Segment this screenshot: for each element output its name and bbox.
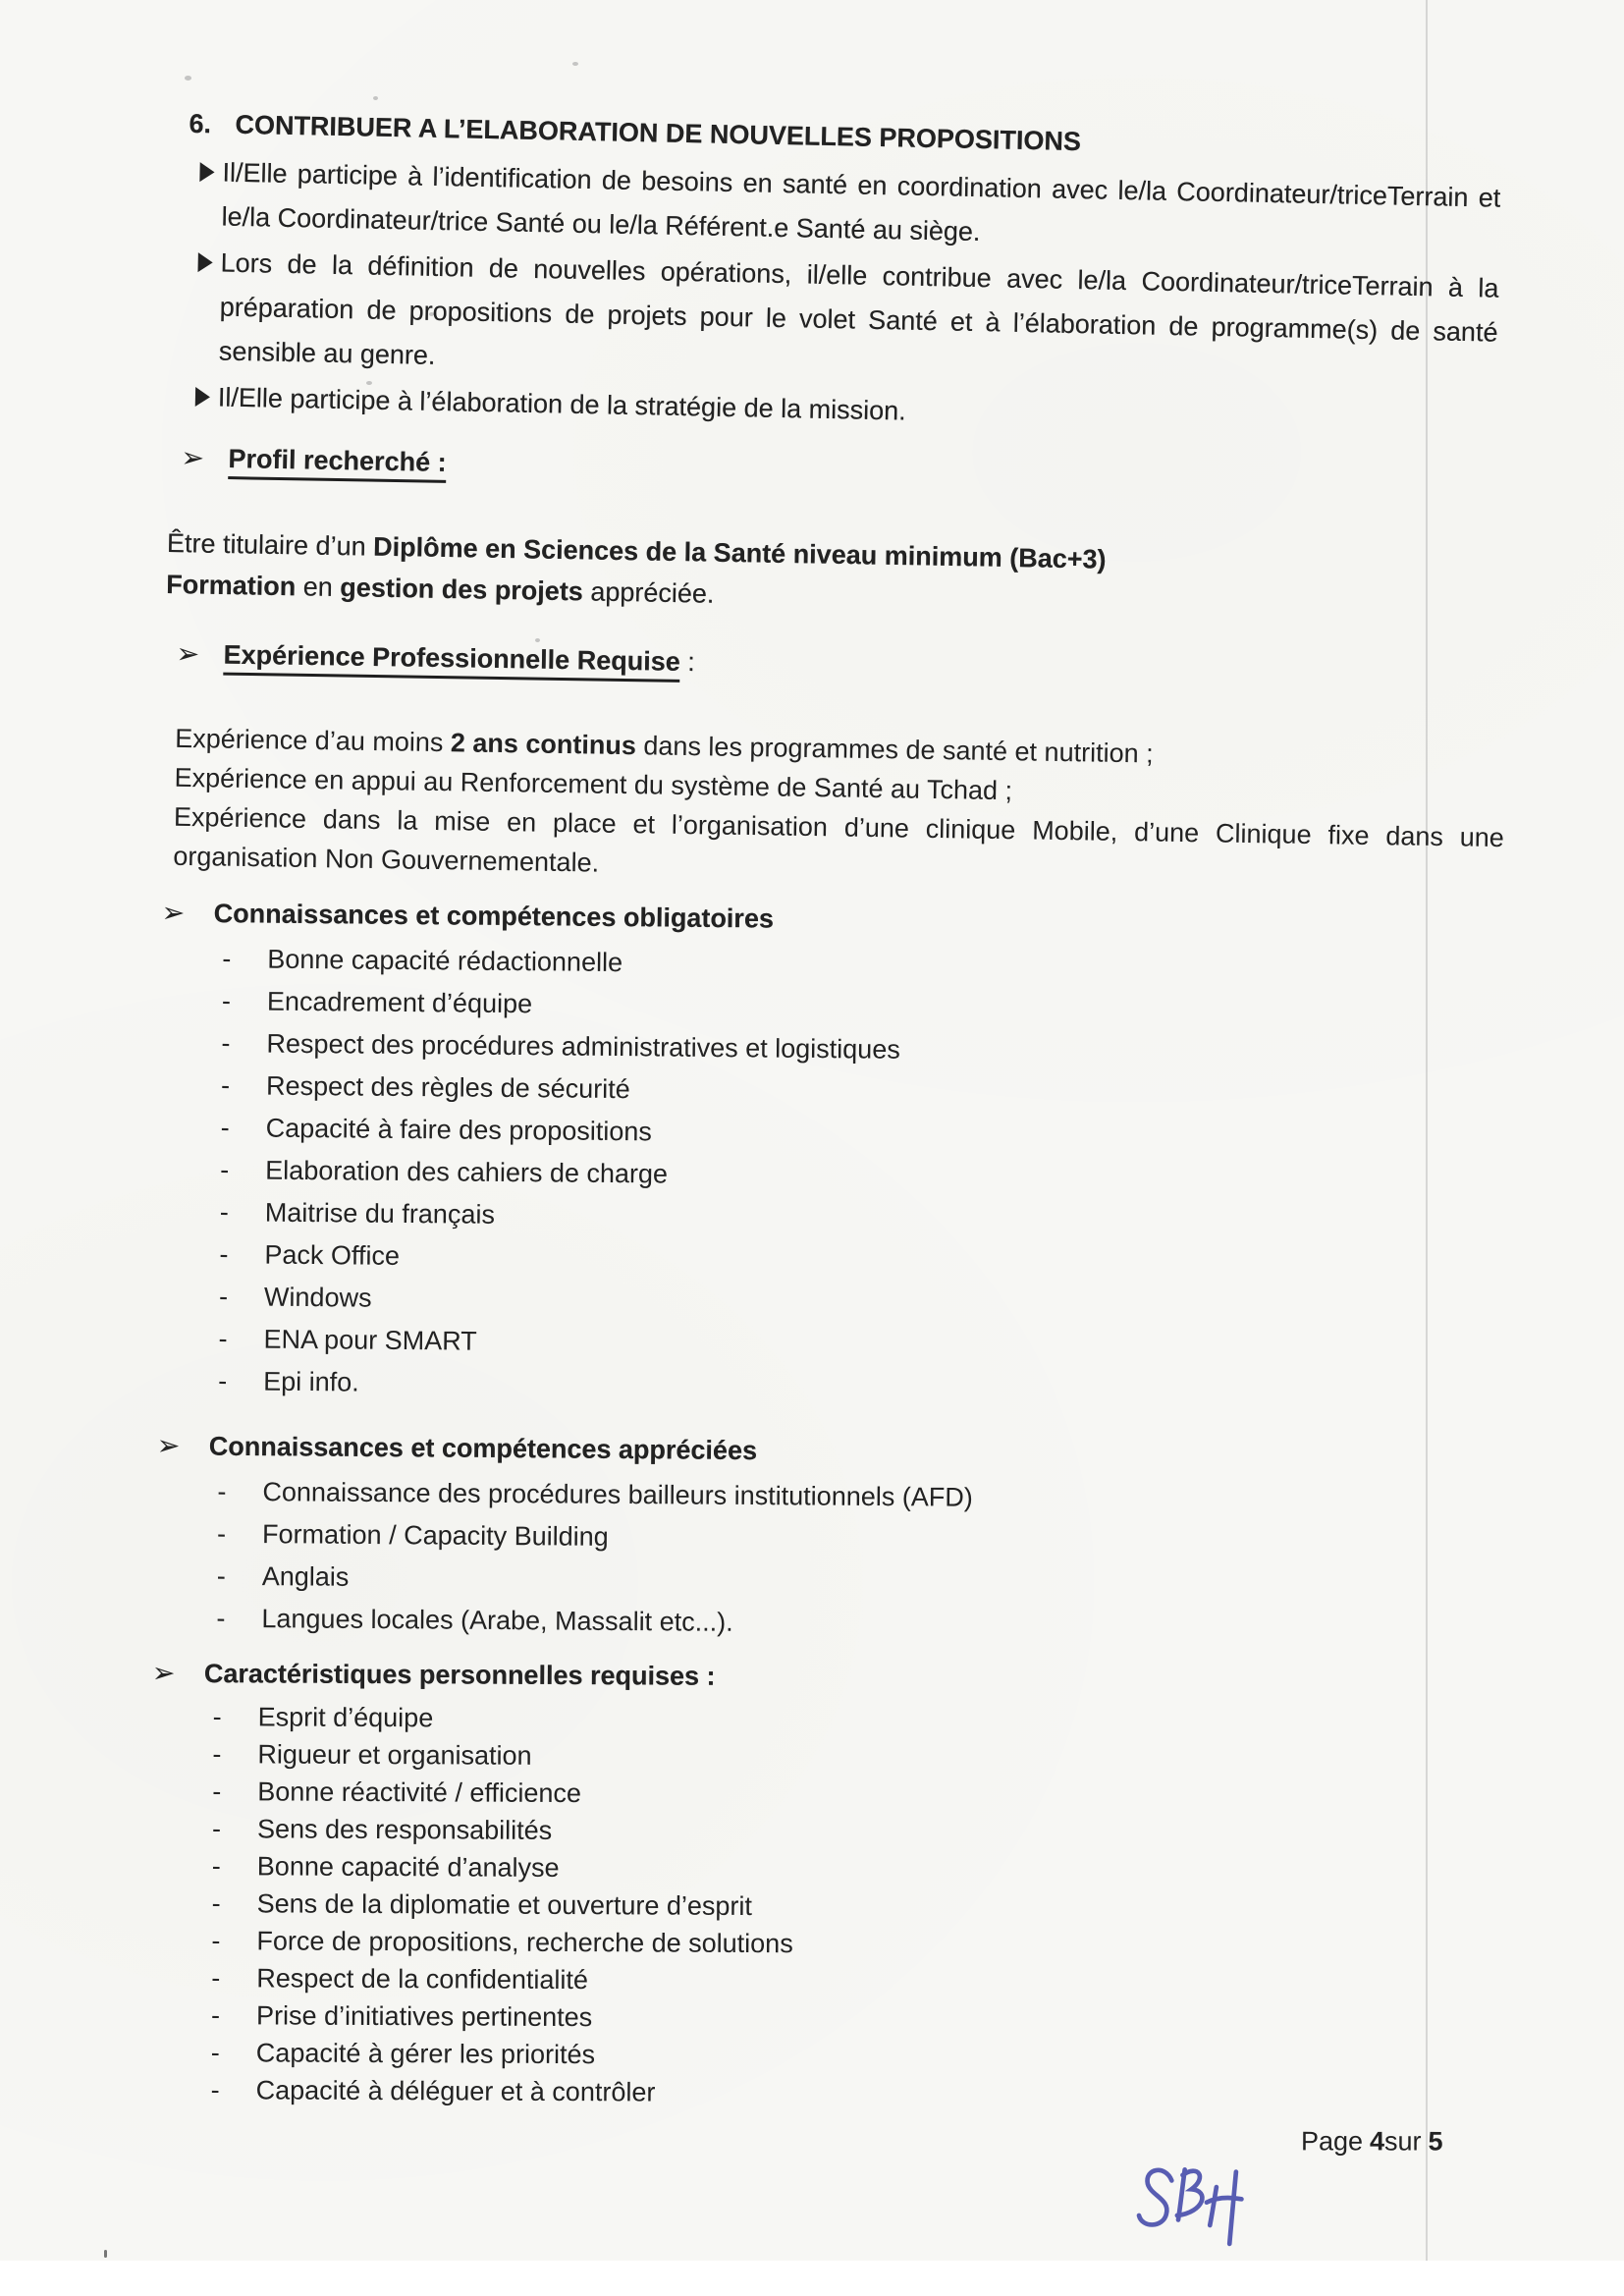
experience-heading: Expérience Professionnelle Requise (223, 640, 680, 683)
dash-bullet: - (216, 1560, 226, 1591)
list-item-text: Capacité à déléguer et à contrôler (255, 2075, 656, 2107)
dash-bullet: - (211, 1851, 221, 1882)
footer-page-word: Page (1300, 2126, 1364, 2157)
list-item-text: Connaissance des procédures bailleurs institutionnels (AFD) (262, 1477, 973, 1512)
list-item-text: Force de propositions, recherche de solutions (256, 1926, 793, 1959)
section-experience (0, 629, 1624, 899)
dash-bullet: - (212, 1777, 222, 1807)
arrow-bullet-icon: ➢ (161, 896, 186, 929)
profil-line1: Être titulaire d’un Diplôme en Sciences de la Santé niveau minimum (Bac+3) (166, 527, 1107, 574)
section6-bullet-list (0, 146, 1623, 448)
dash-bullet: - (218, 1282, 229, 1312)
dash-bullet: - (211, 1814, 222, 1844)
list-item-text: Bonne réactivité / efficience (257, 1777, 582, 1809)
dash-bullet: - (221, 1028, 231, 1059)
arrow-bullet-icon: ➢ (156, 1429, 181, 1462)
section-competences-obligatoires (0, 889, 1624, 1416)
signature-letter-s (1139, 2170, 1171, 2225)
dash-bullet: - (221, 986, 232, 1016)
signature-letter-h-bar (1207, 2198, 1242, 2203)
ink-tick-mark (104, 2250, 107, 2258)
section-profil (0, 432, 1624, 630)
section-title: CONTRIBUER A L’ELABORATION DE NOUVELLES PROPOSITIONS (235, 109, 1082, 157)
bullet-text: Il/Elle participe à l’élaboration de la stratégie de la mission. (217, 382, 906, 426)
dash-bullet: - (219, 1197, 229, 1228)
appreciees-heading: Connaissances et compétences appréciées (208, 1431, 758, 1466)
list-item-text: Respect des procédures administratives et logistiques (266, 1028, 900, 1065)
footer-page-number: 4 (1369, 2126, 1385, 2157)
list-item-text: Respect des règles de sécurité (265, 1070, 630, 1105)
list-item-text: Pack Office (264, 1239, 401, 1271)
dash-bullet: - (218, 1366, 228, 1396)
list-item-text: Langues locales (Arabe, Massalit etc...). (261, 1604, 733, 1637)
dash-bullet: - (211, 1963, 221, 1994)
dash-bullet: - (211, 1926, 221, 1956)
dust-speck (185, 76, 191, 81)
section-caracteristiques (0, 1650, 1624, 2116)
section-nouvelles-propositions (0, 98, 1624, 450)
dash-bullet: - (216, 1518, 227, 1549)
list-item-text: Respect de la confidentialité (256, 1963, 589, 1995)
dust-speck (572, 62, 578, 66)
caracteristiques-list (0, 1697, 1624, 2116)
list-item-text: Rigueur et organisation (257, 1739, 532, 1771)
list-item-text: Bonne capacité d’analyse (256, 1851, 560, 1883)
dash-bullet: - (210, 2075, 220, 2105)
profil-line2: Formation en gestion des projets appréciée. (166, 569, 715, 609)
signature-letter-h-left (1210, 2187, 1217, 2225)
list-item-text: Bonne capacité rédactionnelle (267, 944, 623, 978)
dash-bullet: - (211, 1888, 221, 1919)
triangle-bullet-icon (199, 162, 214, 182)
dash-bullet: - (216, 1603, 226, 1633)
footer-sur-word: sur (1384, 2126, 1422, 2157)
dash-bullet: - (220, 1155, 230, 1185)
dash-bullet: - (222, 944, 232, 974)
list-item-text: Windows (263, 1282, 372, 1313)
footer-total-pages: 5 (1428, 2126, 1443, 2157)
experience-line3: Expérience dans la mise en place et l’organisation d’une clinique Mobile, d’une Clinique fixe dans une organisation Non Gouvernementale. (173, 801, 1505, 878)
dash-bullet: - (210, 2038, 220, 2068)
signature-letter-h-right (1229, 2172, 1236, 2244)
arrow-bullet-icon: ➢ (176, 636, 200, 671)
triangle-bullet-icon (197, 252, 212, 272)
experience-line1: Expérience d’au moins 2 ans continus dans les programmes de santé et nutrition ; (175, 723, 1154, 769)
list-item-text: Prise d’initiatives pertinentes (255, 2000, 593, 2033)
dash-bullet: - (220, 1070, 231, 1101)
list-item-text: Sens des responsabilités (256, 1814, 553, 1845)
dash-bullet: - (219, 1239, 229, 1270)
list-item-text: Epi info. (263, 1366, 359, 1397)
caracteristiques-heading-row (0, 1650, 1624, 1704)
list-item-text: Capacité à faire des propositions (265, 1113, 653, 1147)
page-footer (0, 2119, 1624, 2161)
dash-bullet: - (212, 1739, 222, 1770)
list-item-text: Formation / Capacity Building (261, 1519, 609, 1552)
list-item-text: Anglais (261, 1561, 350, 1592)
list-item-text: ENA pour SMART (263, 1324, 477, 1356)
caracteristiques-heading: Caractéristiques personnelles requises : (203, 1659, 716, 1691)
handwritten-signature (1129, 2157, 1267, 2255)
experience-line2: Expérience en appui au Renforcement du système de Santé au Tchad ; (174, 762, 1013, 806)
dash-bullet: - (220, 1113, 230, 1143)
list-item-text: Encadrement d’équipe (266, 986, 533, 1019)
dust-speck (373, 96, 378, 100)
experience-paragraph (0, 716, 1505, 897)
dash-bullet: - (210, 2000, 221, 2031)
obligatoires-list (0, 936, 1623, 1416)
list-item-text: Maitrise du français (264, 1197, 496, 1230)
bullet-text: Il/Elle participe à l’identification de besoins en santé en coordination avec le/la Coordinateur/triceTerrain et le/la Coordinateur/trice Santé ou le/la Référent.e Santé au siège. (221, 157, 1501, 247)
bullet-text: Lors de la définition de nouvelles opérations, il/elle contribue avec le/la Coordinateur/triceTerrain à la préparation de propositions de projets pour le volet Santé et à l’élaboration de programme(s) de santé sensible au genre. (218, 247, 1499, 370)
heading-colon: : (679, 646, 695, 678)
list-item-text: Sens de la diplomatie et ouverture d’esprit (256, 1888, 753, 1922)
profil-heading: Profil recherché : (228, 444, 447, 483)
appreciees-list (0, 1469, 1624, 1651)
triangle-bullet-icon (195, 387, 210, 407)
list-item-text: Capacité à gérer les priorités (255, 2038, 596, 2070)
section-number: 6. (189, 108, 212, 139)
section-competences-appreciees (0, 1422, 1624, 1651)
arrow-bullet-icon: ➢ (151, 1656, 176, 1689)
dash-bullet: - (217, 1476, 227, 1506)
list-item-text: Esprit d’équipe (257, 1702, 434, 1733)
dash-bullet: - (212, 1702, 222, 1732)
dash-bullet: - (218, 1324, 228, 1354)
obligatoires-heading: Connaissances et compétences obligatoires (213, 899, 775, 934)
arrow-bullet-icon: ➢ (181, 441, 205, 474)
list-item-text: Elaboration des cahiers de charge (265, 1155, 669, 1189)
